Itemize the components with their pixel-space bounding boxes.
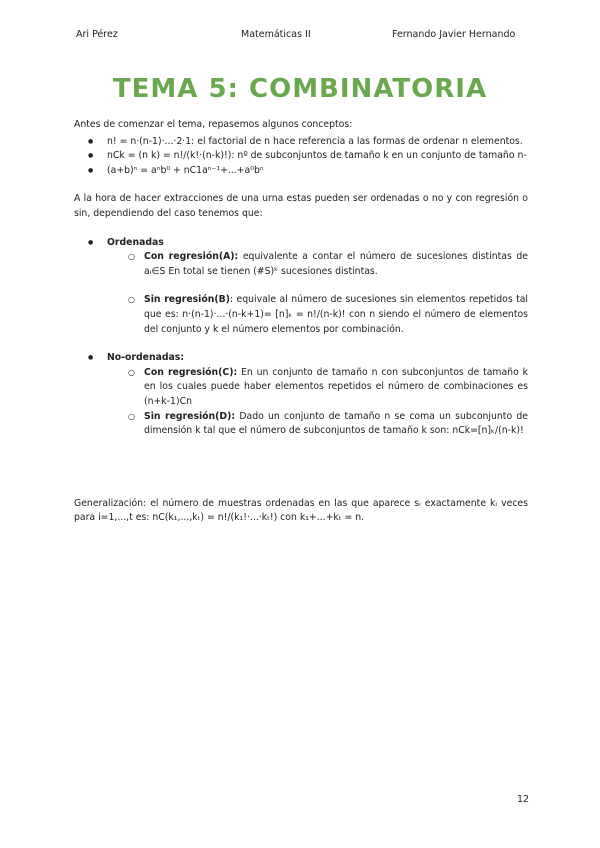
header-subject: Matemáticas II: [241, 29, 311, 40]
list-item: [144, 293, 528, 337]
generalization-text: Generalización: el número de muestras ordenadas en las que aparece sᵢ exactamente kᵢ veces para i=1,...,t es: nC(k₁,...,kₜ) = n!/(k₁!·...·kₜ!) con k₁+...+kₜ = n.: [74, 497, 528, 524]
header-professor: Fernando Javier Hernando: [392, 29, 516, 40]
document-body: [74, 118, 528, 526]
concept-item: ● (a+b)ⁿ = aⁿb⁰ + nC1aⁿ⁻¹+...+a⁰bⁿ: [107, 164, 528, 179]
item-label: Con regresión(A):: [144, 251, 239, 263]
page-title: TEMA 5: COMBINATORIA: [112, 74, 488, 104]
page-number: 12: [517, 794, 530, 805]
list-item: [144, 410, 528, 439]
concept-item: ● nCk = (n k) = n!/(k!·(n-k)!): nº de subconjuntos de tamaño k en un conjunto de tamaño n-: [107, 149, 528, 164]
bullet-icon: ●: [88, 238, 94, 246]
list-item: [144, 250, 528, 279]
header-author: Ari Pérez: [76, 29, 118, 40]
sublist: [107, 366, 528, 439]
item-text: : equivale al número de sucesiones sin elementos repetidos tal que es: n·(n-1)·...·(n-k+1)= [n]ₖ = n!/(n-k)! con n siendo el número de elementos del conjunto y k el número elementos por combinación.: [144, 294, 529, 335]
item-text: Dado un conjunto de tamaño n se coma un subconjunto de dimensión k tal que el número de subconjuntos de tamaño k son: nCk=[n]ₖ/(n-k)!: [144, 410, 528, 437]
item-label: Sin regresión(B): [144, 294, 230, 306]
item-label: Con regresión(C):: [144, 366, 238, 378]
intro-text: Antes de comenzar el tema, repasemos algunos conceptos:: [74, 119, 353, 130]
bullet-icon: ●: [88, 354, 94, 362]
list-item: [144, 366, 528, 410]
section-ordenadas: [74, 236, 528, 338]
sublist: [107, 250, 528, 337]
section-no-ordenadas: [74, 351, 528, 439]
section-heading: No-ordenadas:: [107, 352, 185, 364]
item-text: equivalente a contar el número de sucesiones distintas de aᵢ∈S En total se tienen (#S)ᵏ sucesiones distintas.: [144, 251, 528, 277]
extraction-intro: A la hora de hacer extracciones de una urna estas pueden ser ordenadas o no y con regresión o sin, dependiendo del caso tenemos que:: [74, 193, 528, 219]
concept-item: ● n! = n·(n-1)·...·2·1: el factorial de n hace referencia a las formas de ordenar n elementos.: [107, 135, 528, 150]
section-heading: Ordenadas: [107, 236, 164, 248]
item-text: En un conjunto de tamaño n con subconjuntos de tamaño k en los cuales puede haber elementos repetidos el número de combinaciones es (n+k-1)Cn: [144, 366, 528, 407]
concepts-list: [74, 135, 528, 179]
item-label: Sin regresión(D):: [144, 410, 236, 422]
page-header: [0, 29, 600, 43]
